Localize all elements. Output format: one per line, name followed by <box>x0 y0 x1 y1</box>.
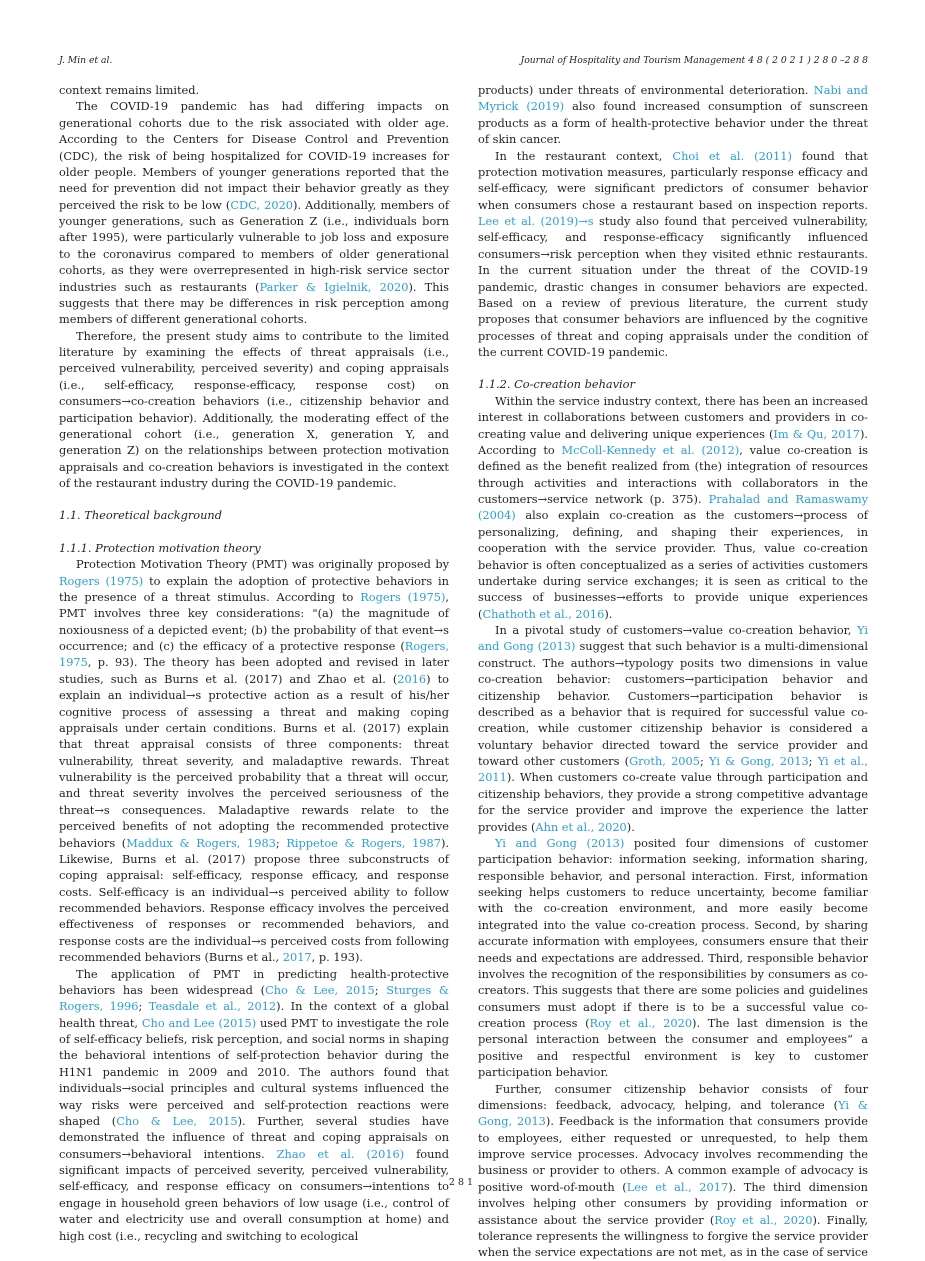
citation-link[interactable]: Yi et al., 2011 <box>478 754 868 785</box>
citation-link[interactable]: Cho & Lee, 2015 <box>116 1113 238 1128</box>
citation-link[interactable]: McColl-Kennedy et al. (2012) <box>561 442 740 457</box>
citation-link[interactable]: Chathoth et al., 2016 <box>482 606 605 621</box>
citation-link[interactable]: Yi and Gong (2013) <box>478 623 868 654</box>
paragraph: Yi and Gong (2013) posited four dimensions of customer participation behavior: information seeking, information sharing, responsible behavior, and personal interaction. First, information seeking helps customers to reduce uncertainty, become familiar with the co-creation environment, and more easily become integrated into the value co-creation process. Second, by sharing accurate information with employees, consumers ensure that their needs and expectations are addressed. Third, responsible behavior involves the recognition of the responsibilities by consumers as co-creators. This suggests that there are some policies and guidelines consumers must adopt if there is to be a successful value co-creation process (Roy et al., 2020). The last dimension is the personal interaction between the consumer and employees“ a positive and respectful environment is key to customer participation behavior. <box>478 835 868 1080</box>
paragraph: Therefore, the present study aims to contribute to the limited literature by examining the effects of threat appraisals (i.e., perceived vulnerability, perceived severity) and coping appraisals (i.e., self-efficacy, response-efficacy, response cost) on consumers→co-creation behaviors (i.e., citizenship behavior and participation behavior). Additionally, the moderating effect of the generational cohort (i.e., generation X, generation Y, and generation Z) on the relationships between protection motivation appraisals and co-creation behaviors is investigated in the context of the restaurant industry during the COVID-19 pandemic. <box>59 328 449 490</box>
paragraph: In a pivotal study of customers→value co-creation behavior, Yi and Gong (2013) suggest that such behavior is a multi-dimensional construct. The authors→typology posits two dimensions in value co-creation behavior: customers→participation behavior and citizenship behavior. Customers→participation behavior is described as a behavior that is required for successful value co-creation, while customer citizenship behavior is considered a voluntary behavior directed toward the service provider and toward other customers (Groth, 2005; Yi & Gong, 2013; Yi et al., 2011). When customers co-create value through participation and citizenship behaviors, they provide a strong competitive advantage for the service provider and improve the experience the latter provides (Ahn et al., 2020). <box>478 623 868 834</box>
citation-link[interactable]: Maddux & Rogers, 1983 <box>126 835 276 850</box>
right-column <box>478 82 868 1261</box>
left-column <box>59 82 449 1244</box>
paragraph: The COVID-19 pandemic has had differing impacts on generational cohorts due to the risk associated with older age. According to the Centers for Disease Control and Prevention (CDC), the risk of being hospitalized for COVID-19 increases for older people. Members of younger generations reported that the need for prevention did not impact their behavior greatly as they perceived the risk to be low (CDC, 2020). Additionally, members of younger generations, such as Generation Z (i.e., individuals born after 1995), were particularly vulnerable to job loss and exposure to the coronavirus compared to members of older generational cohorts, as they were overrepresented in high-risk service sector industries such as restaurants (Parker & Igielnik, 2020). This suggests that there may be differences in risk perception among members of different generational cohorts. <box>59 99 450 327</box>
citation-link[interactable]: Roy et al., 2020 <box>589 1016 693 1030</box>
citation-link[interactable]: Yi & Gong, 2013 <box>478 1097 868 1129</box>
citation-link[interactable]: Choi et al. (2011) <box>672 148 792 163</box>
citation-link[interactable]: Rogers, 1975 <box>59 639 449 670</box>
citation-link[interactable]: Teasdale et al., 2012 <box>148 999 277 1014</box>
citation-link[interactable]: Cho & Lee, 2015 <box>265 982 375 997</box>
citation-link[interactable]: Prahalad and Ramaswamy (2004) <box>478 492 868 523</box>
citation-link[interactable]: Roy et al., 2020 <box>714 1212 813 1227</box>
paragraph: context remains limited. <box>59 83 200 97</box>
citation-link[interactable]: Sturges & Rogers, 1996 <box>59 982 449 1014</box>
citation-link[interactable]: Rogers (1975) <box>360 589 446 604</box>
subsection-heading: 1.1.1. Protection motivation theory <box>59 540 261 555</box>
running-header <box>59 55 868 69</box>
subsection-heading: 1.1.2. Co-creation behavior <box>478 377 635 392</box>
citation-link[interactable]: Lee et al., 2017 <box>626 1179 729 1194</box>
citation-link[interactable]: Cho and Lee (2015) <box>141 1015 257 1030</box>
citation-link[interactable]: Yi & Gong, 2013 <box>709 754 809 768</box>
paragraph: The application of PMT in predicting health-protective behaviors has been widespread (Cho & Lee, 2015; Sturges & Rogers, 1996; Teasdale et al., 2012). In the context of a global health threat, Cho and Lee (2015) used PMT to investigate the role of self-efficacy beliefs, risk perception, and social norms in shaping the behavioral intentions of self-protection behavior during the H1N1 pandemic in 2009 and 2010. The authors found that individuals→social principles and cultural systems influenced the way risks were perceived and self-protection reactions were shaped (Cho & Lee, 2015). Further, several studies have demonstrated the influence of threat and coping appraisals on consumers→behavioral intentions. Zhao et al. (2016) found significant impacts of perceived severity, perceived vulnerability, self-efficacy, and response efficacy on consumers→intentions to engage in household green behaviors of low usage (i.e., control of water and electricity use and overall consumption at home) and high cost (i.e., recycling and switching to ecological <box>59 966 450 1243</box>
citation-link[interactable]: Lee et al. (2019)→s <box>478 214 594 228</box>
paragraph: In the restaurant context, Choi et al. (2011) found that protection motivation measures, particularly response efficacy and self-efficacy, were significant predictors of consumer behavior when consumers chose a restaurant based on inspection reports. Lee et al. (2019)→s study also found that perceived vulnerability, self-efficacy, and response-efficacy significantly influenced consumers→risk perception when they visited ethnic restaurants. In the current situation under the threat of the COVID-19 pandemic, drastic changes in consumer behaviors are expected. Based on a review of previous literature, the current study proposes that consumer behaviors are influenced by the cognitive processes of threat and coping appraisals under the condition of the current COVID-19 pandemic. <box>478 148 868 359</box>
citation-link[interactable]: Parker & Igielnik, 2020 <box>259 279 409 294</box>
page-number: 281 <box>448 1177 477 1188</box>
citation-link[interactable]: 2016 <box>397 671 427 686</box>
citation-link[interactable]: Groth, 2005 <box>629 754 700 768</box>
paragraph: Within the service industry context, there has been an increased interest in collaborations between customers and providers in co-creating value and delivering unique experiences (Im & Qu, 2017). According to McColl-Kennedy et al. (2012), value co-creation is defined as the benefit realized from (the) integration of resources through activities and interactions with collaborators in the customers→service network (p. 375). Prahalad and Ramaswamy (2004) also explain co-creation as the customers→process of personalizing, defining, and shaping their experiences, in cooperation with the service provider. Thus, value co-creation behavior is often conceptualized as a series of activities customers undertake during service exchanges; it is seen as critical to the success of businesses→efforts to provide unique experiences (Chathoth et al., 2016). <box>478 393 869 621</box>
citation-link[interactable]: Rogers (1975) <box>59 573 144 588</box>
paragraph: products) under threats of environmental deterioration. Nabi and Myrick (2019) also found increased consumption of sunscreen products as a form of health-protective behavior under the threat of skin cancer. <box>478 83 869 147</box>
citation-link[interactable]: 2017 <box>282 950 312 965</box>
citation-link[interactable]: Nabi and Myrick (2019) <box>478 83 869 114</box>
citation-link[interactable]: CDC, 2020 <box>230 197 294 212</box>
paragraph: Further, consumer citizenship behavior consists of four dimensions: feedback, advocacy, helping, and tolerance (Yi & Gong, 2013). Feedback is the information that consumers provide to employees, either requested or unrequested, to help them improve service processes. Advocacy involves recommending the business or provider to others. A common example of advocacy is positive word-of-mouth (Lee et al., 2017). The third dimension involves helping other consumers by providing information or assistance about the service provider (Roy et al., 2020). Finally, tolerance represents the willingness to forgive the service provider when the service expectations are not met, as in the case of service <box>478 1081 869 1260</box>
citation-link[interactable]: Rippetoe & Rogers, 1987 <box>286 835 441 850</box>
section-heading: 1.1. Theoretical background <box>59 508 222 523</box>
citation-link[interactable]: Yi and Gong (2013) <box>495 835 625 850</box>
paragraph: Protection Motivation Theory (PMT) was originally proposed by Rogers (1975) to explain the adoption of protective behaviors in the presence of a threat stimulus. According to Rogers (1975), PMT involves three key considerations: "(a) the magnitude of noxiousness of a depicted event; (b) the probability of that event→s occurrence; and (c) the efficacy of a protective response (Rogers, 1975, p. 93). The theory has been adopted and revised in later studies, such as Burns et al. (2017) and Zhao et al. (2016) to explain an individual→s protective action as a result of his/her cognitive process of assessing a threat and making coping appraisals under certain conditions. Burns et al. (2017) explain that threat appraisal consists of three components: threat vulnerability, threat severity, and maladaptive rewards. Threat vulnerability is the perceived probability that a threat will occur, and threat severity involves the perceived seriousness of the threat→s consequences. Maladaptive rewards relate to the perceived benefits of not adopting the recommended protective behaviors (Maddux & Rogers, 1983; Rippetoe & Rogers, 1987). Likewise, Burns et al. (2017) propose three subconstructs of coping appraisal: self-efficacy, response efficacy, and response costs. Self-efficacy is an individual→s perceived ability to follow recommended behaviors. Response efficacy involves the perceived effectiveness of responses or recommended behaviors, and response costs are the individual→s perceived costs from following recommended behaviors (Burns et al., 2017, p. 193). <box>59 557 449 965</box>
citation-link[interactable]: Ahn et al., 2020 <box>535 819 627 834</box>
citation-link[interactable]: Zhao et al. (2016) <box>276 1146 405 1161</box>
header-journal: Journal of Hospitality and Tourism Management 4 8 ( 2 0 2 1 ) 2 8 0 –2 8 8 <box>520 55 868 66</box>
header-authors: J. Min et al. <box>59 55 113 66</box>
citation-link[interactable]: Im & Qu, 2017 <box>773 426 860 441</box>
